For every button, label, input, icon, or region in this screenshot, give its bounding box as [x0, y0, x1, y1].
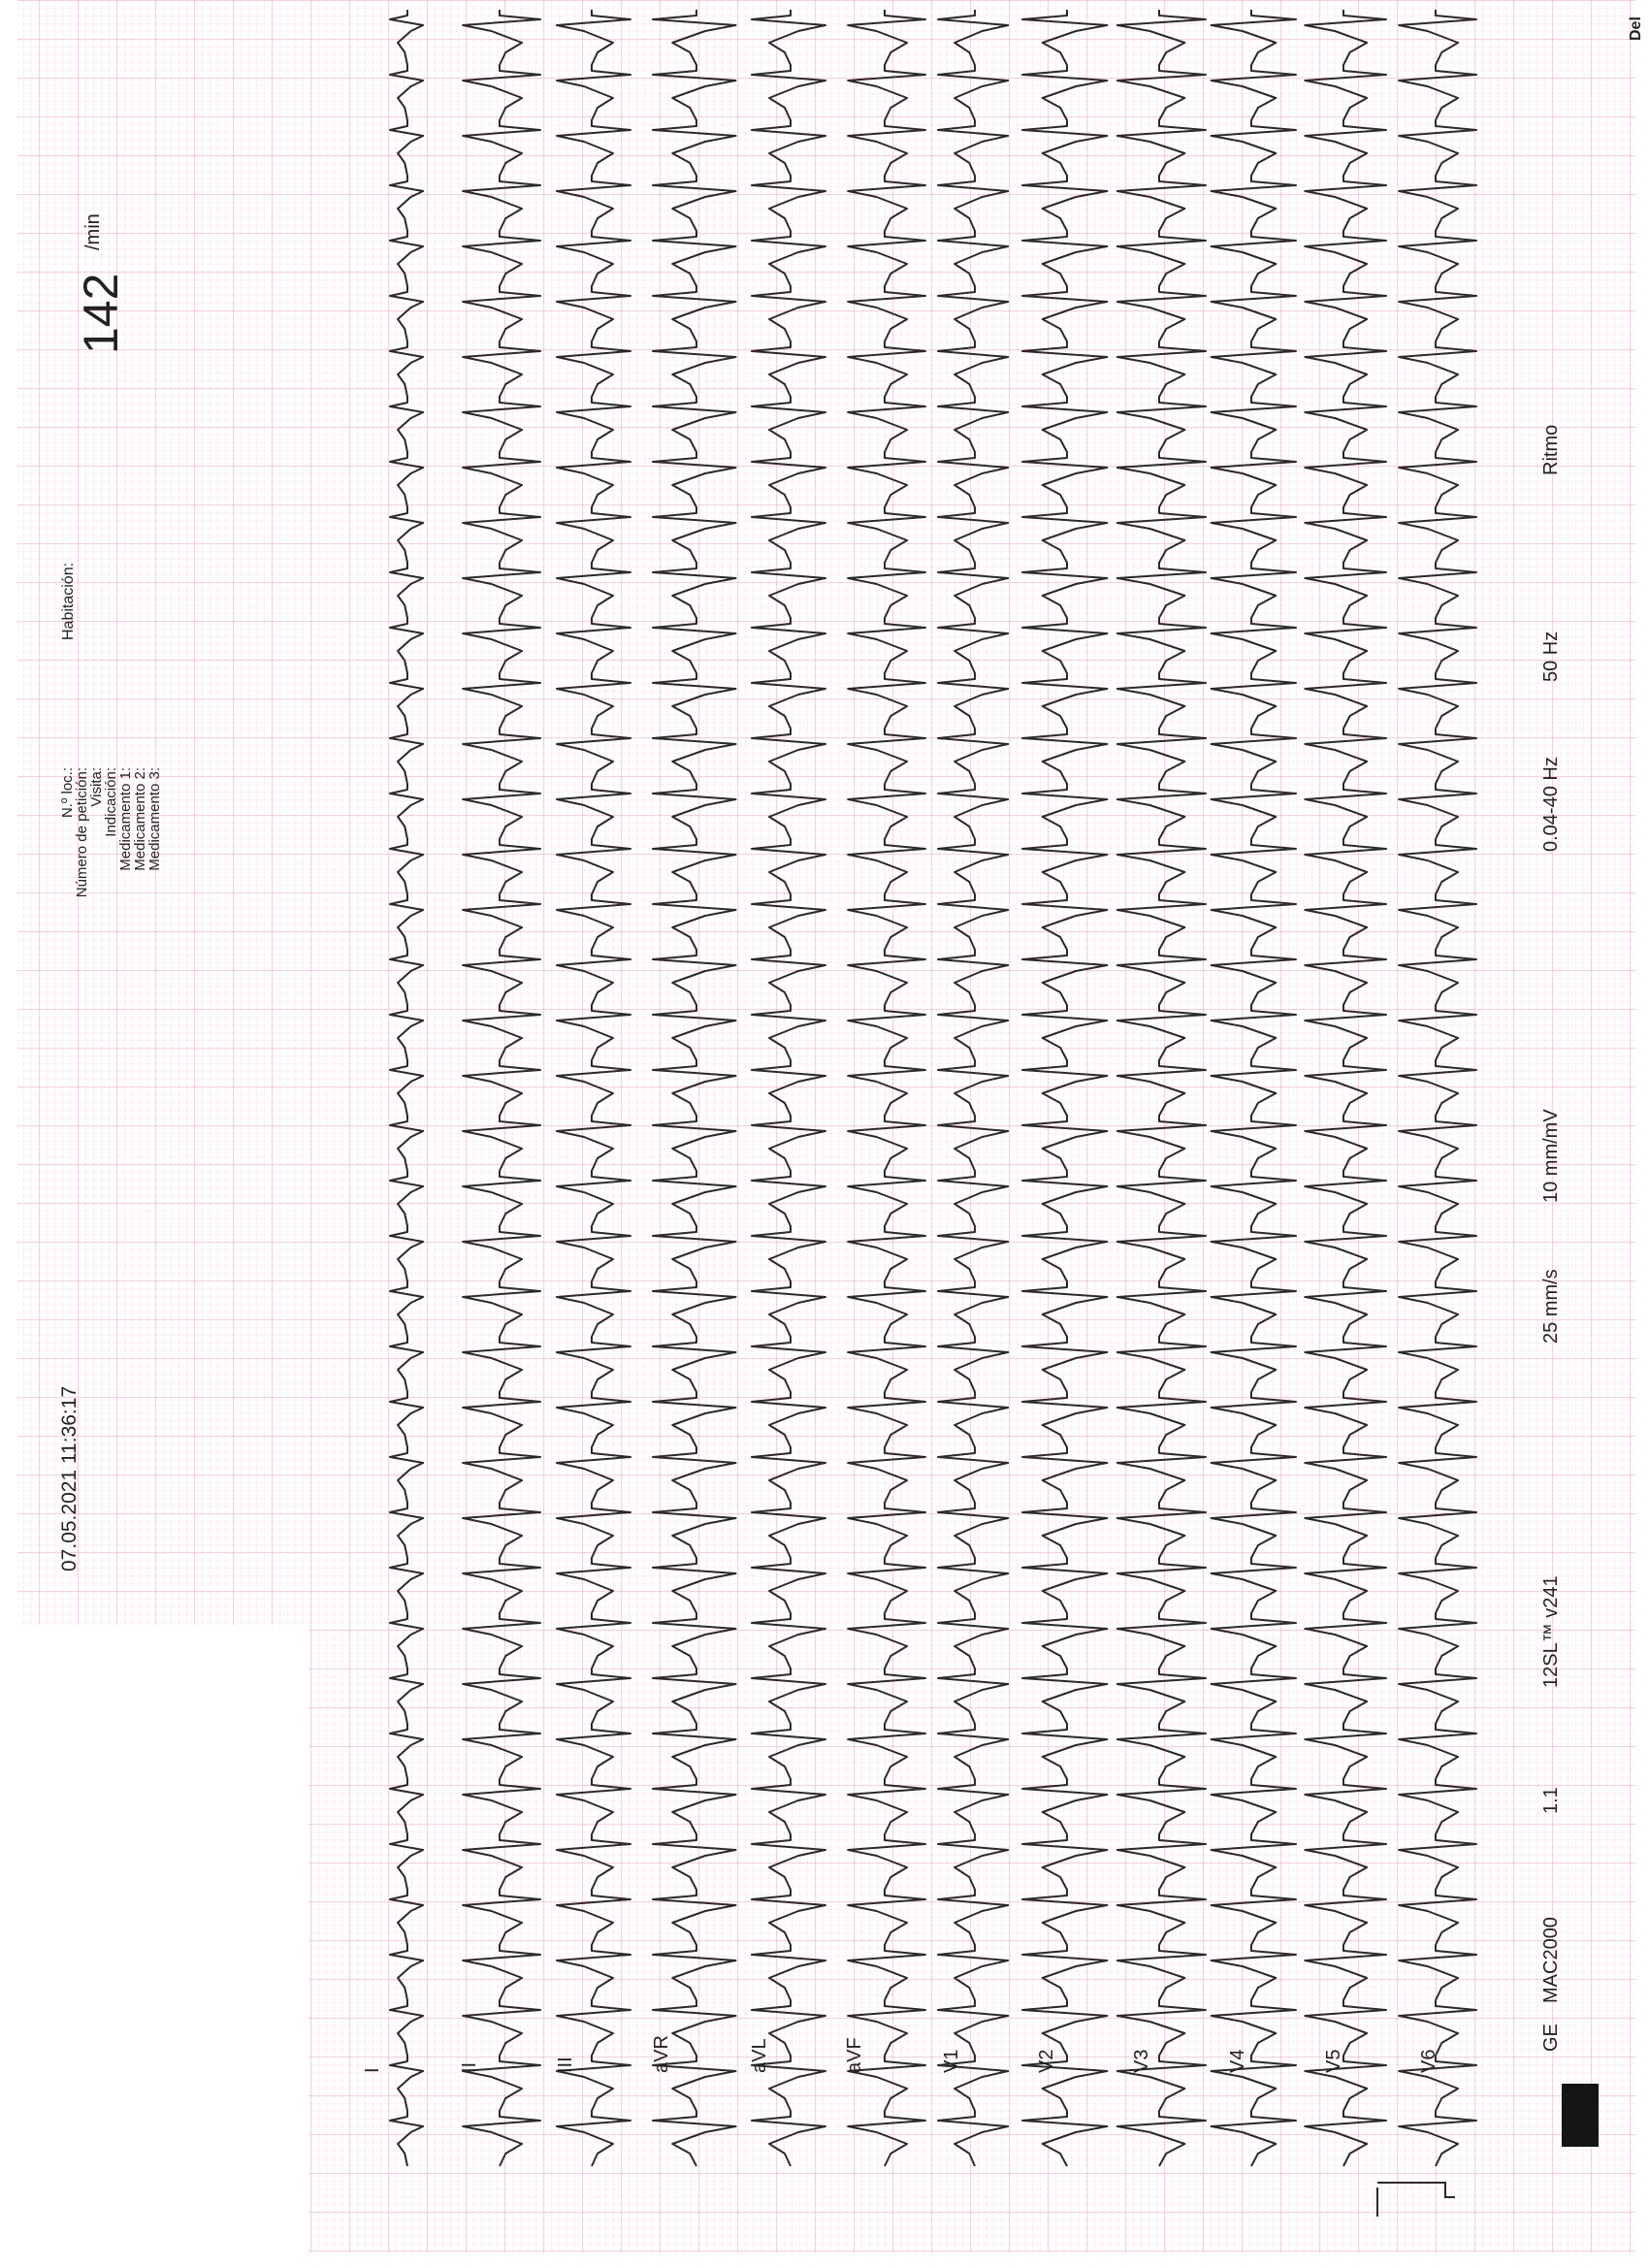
lead-label-V3: V3 [1131, 2049, 1152, 2073]
lead-label-V6: V6 [1418, 2049, 1439, 2073]
footer-speed: 25 mm/s [1540, 1269, 1562, 1344]
lead-label-aVL: aVL [749, 2038, 770, 2073]
footer-device: MAC2000 [1540, 1917, 1562, 2003]
header-field-loc: N.º loc.: [59, 767, 76, 819]
lead-label-aVR: aVR [651, 2035, 672, 2073]
footer-rhythm: Ritmo [1540, 424, 1562, 475]
lead-label-V5: V5 [1323, 2049, 1344, 2073]
footer-version: 1.1 [1540, 1787, 1562, 1814]
heart-rate-unit: /min [82, 213, 104, 250]
lead-label-II: II [459, 2061, 480, 2073]
footer-brand: GE [1540, 2024, 1562, 2052]
heart-rate-value: 142 [74, 273, 128, 354]
page-margin [0, 2252, 1649, 2268]
room-label: Habitación: [60, 562, 77, 640]
header-field-medication-2: Medicamento 2: [132, 767, 148, 871]
footer-algorithm: 12SL™ v241 [1540, 1575, 1562, 1688]
footer-filter: 0.04-40 Hz [1540, 757, 1562, 852]
lead-label-I: I [362, 2067, 383, 2073]
lead-label-V4: V4 [1227, 2049, 1248, 2073]
black-marker [1562, 2084, 1599, 2147]
footer-gain: 10 mm/mV [1540, 1109, 1562, 1203]
header-field-medication-1: Medicamento 1: [117, 767, 134, 871]
header-field-request: Número de petición: [74, 767, 90, 898]
blank-label-panel [0, 1625, 308, 2268]
recording-datetime: 07.05.2021 11:36:17 [58, 1385, 81, 1571]
corner-label: Del [1628, 16, 1644, 41]
header-field-medication-3: Medicamento 3: [146, 767, 163, 871]
lead-label-aVF: aVF [844, 2037, 865, 2073]
header-field-visit: Visita: [88, 767, 105, 807]
lead-label-V1: V1 [941, 2049, 962, 2073]
lead-label-V2: V2 [1036, 2049, 1057, 2073]
footer-mains: 50 Hz [1540, 631, 1562, 682]
header-field-indication: Indicación: [103, 767, 119, 837]
lead-label-III: III [555, 2057, 576, 2073]
